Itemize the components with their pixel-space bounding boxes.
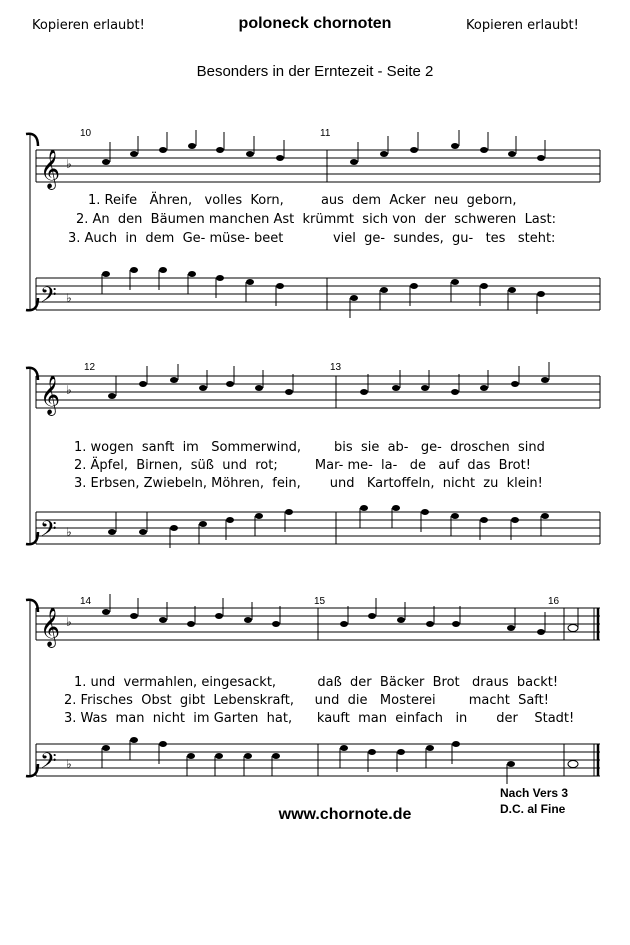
repeat-instruction: Nach Vers 3: [500, 786, 569, 800]
key-flat-icon: ♭: [66, 383, 72, 397]
music-system-2: [0, 362, 630, 552]
publisher-title: poloneck chornoten: [238, 15, 392, 32]
verse-line: 2. Äpfel, Birnen, süß und rot; Mar- me- la- de auf das Brot!: [74, 458, 531, 473]
key-flat-icon: ♭: [66, 157, 72, 171]
website-link[interactable]: www.chornote.de: [278, 806, 412, 823]
verse-line: 1. wogen sanft im Sommerwind, bis sie ab- ge- droschen sind: [74, 440, 545, 455]
verse-line: 2. Frisches Obst gibt Lebenskraft, und die Mosterei macht Saft!: [64, 693, 549, 708]
measure-number: 16: [548, 596, 560, 607]
upper-notes: [102, 594, 578, 635]
verse-line: 3. Auch in dem Ge- müse- beet viel ge- sundes, gu- tes steht:: [68, 231, 556, 246]
bass-clef-icon: 𝄢: [40, 517, 57, 547]
verse-line: 2. An den Bäumen manchen Ast krümmt sich von der schweren Last:: [76, 212, 557, 227]
verse-line: 1. und vermahlen, eingesackt, daß der Bäcker Brot draus backt!: [74, 675, 559, 690]
treble-clef-icon: 𝄞: [40, 607, 61, 647]
bass-clef-icon: 𝄢: [40, 749, 57, 779]
page-subtitle: Besonders in der Erntezeit - Seite 2: [196, 63, 434, 80]
treble-clef-icon: 𝄞: [40, 375, 61, 415]
copy-notice-right: Kopieren erlaubt!: [466, 18, 579, 33]
measure-number: 15: [314, 596, 326, 607]
verse-line: 1. Reife Ähren, volles Korn, aus dem Acker neu geborn,: [88, 193, 517, 208]
dc-al-fine-instruction: D.C. al Fine: [500, 802, 566, 816]
measure-number: 12: [84, 362, 96, 373]
key-flat-icon: ♭: [66, 615, 72, 629]
key-flat-icon: ♭: [66, 291, 72, 305]
key-flat-icon: ♭: [66, 757, 72, 771]
verse-line: 3. Was man nicht im Garten hat, kauft man einfach in der Stadt!: [64, 711, 575, 726]
measure-number: 11: [320, 128, 331, 139]
verse-line: 3. Erbsen, Zwiebeln, Möhren, fein, und Kartoffeln, nicht zu klein!: [74, 476, 543, 491]
bass-clef-icon: 𝄢: [40, 283, 57, 313]
copy-notice-left: Kopieren erlaubt!: [32, 18, 145, 33]
measure-number: 10: [80, 128, 92, 139]
key-flat-icon: ♭: [66, 525, 72, 539]
treble-clef-icon: 𝄞: [40, 149, 61, 189]
lower-notes: [108, 505, 549, 548]
measure-number: 13: [330, 362, 342, 373]
upper-notes: [108, 362, 549, 399]
measure-number: 14: [80, 596, 92, 607]
